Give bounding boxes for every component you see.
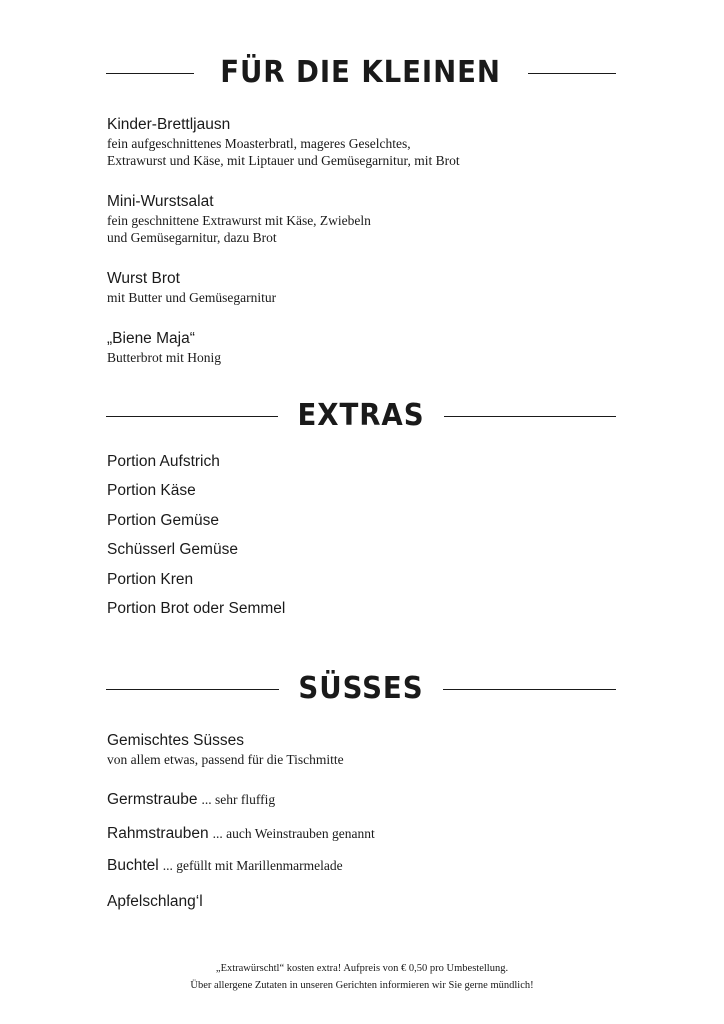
item-name: Kinder-Brettljausn <box>107 116 231 133</box>
extra-item: Portion Aufstrich <box>107 453 220 470</box>
footer-note-extrawurst: „Extrawürschtl“ kosten extra! Aufpreis von € 0,50 pro Umbestellung. <box>215 963 509 974</box>
item-description: ... sehr fluffig <box>201 792 276 807</box>
menu-item-apfelschlangl <box>107 892 203 912</box>
menu-item-mini-wurstsalat <box>107 192 371 246</box>
menu-item-germstraube <box>107 790 275 810</box>
item-description: Butterbrot mit Honig <box>107 350 221 365</box>
section-header-extras <box>106 398 616 433</box>
extra-item: Schüsserl Gemüse <box>107 541 238 558</box>
footer-note-allergens: Über allergene Zutaten in unseren Gerichten informieren wir Sie gerne mündlich! <box>190 980 534 991</box>
item-description: ... auch Weinstrauben genannt <box>212 826 375 841</box>
item-name: Buchtel <box>107 857 159 874</box>
section-header-kleinen <box>106 55 616 90</box>
item-name: Germstraube <box>107 791 198 808</box>
section-title-kleinen: FÜR DIE KLEINEN <box>220 55 502 90</box>
divider-left <box>106 73 194 74</box>
item-description: mit Butter und Gemüsegarnitur <box>107 290 277 305</box>
item-name: Apfelschlang‘l <box>107 893 203 910</box>
divider-right <box>444 416 616 417</box>
divider-left <box>106 689 279 690</box>
item-description: fein geschnittene Extrawurst mit Käse, Zwiebeln <box>107 213 371 228</box>
divider-left <box>106 416 278 417</box>
menu-item-wurst-brot <box>107 269 276 306</box>
menu-item-rahmstrauben <box>107 824 375 844</box>
menu-item-gemischtes-suesses <box>107 731 344 768</box>
section-title-extras: EXTRAS <box>297 398 425 433</box>
item-name: Gemischtes Süsses <box>107 732 244 749</box>
section-title-suesses: SÜSSES <box>298 671 424 706</box>
section-header-suesses <box>106 671 616 706</box>
menu-item-biene-maja <box>107 329 221 366</box>
item-name: Wurst Brot <box>107 270 180 287</box>
item-description: fein aufgeschnittenes Moasterbratl, mageres Geselchtes, <box>107 136 411 151</box>
item-description: Extrawurst und Käse, mit Liptauer und Gemüsegarnitur, mit Brot <box>107 153 460 168</box>
extra-item: Portion Brot oder Semmel <box>107 600 286 617</box>
divider-right <box>443 689 616 690</box>
extra-item: Portion Gemüse <box>107 512 219 529</box>
menu-item-buchtel <box>107 856 343 876</box>
item-name: Mini-Wurstsalat <box>107 193 214 210</box>
item-name: „Biene Maja“ <box>107 330 195 347</box>
menu-item-kinder-brettljausn <box>107 115 460 169</box>
divider-right <box>528 73 616 74</box>
item-description: und Gemüsegarnitur, dazu Brot <box>107 230 277 245</box>
extra-item: Portion Kren <box>107 571 194 588</box>
item-description: von allem etwas, passend für die Tischmitte <box>107 752 344 767</box>
item-name: Rahmstrauben <box>107 825 209 842</box>
extra-item: Portion Käse <box>107 482 196 499</box>
item-description: ... gefüllt mit Marillenmarmelade <box>162 858 343 873</box>
